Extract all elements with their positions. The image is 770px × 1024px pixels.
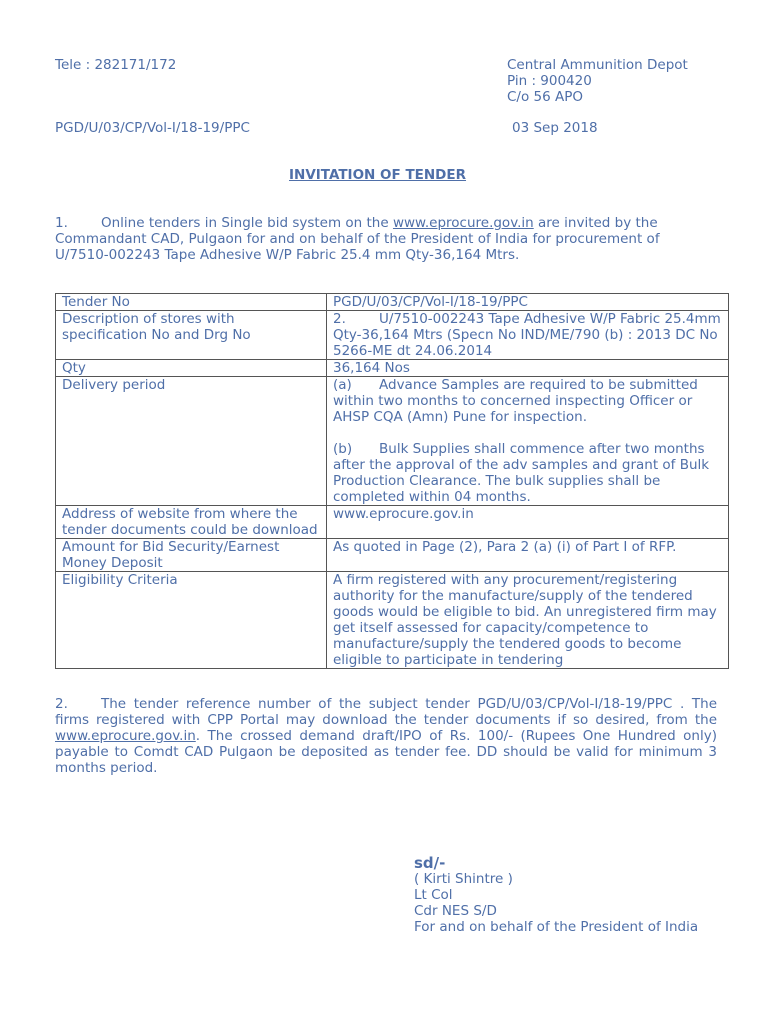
paragraph-2 — [55, 696, 717, 776]
signatory-designation: Cdr NES S/D — [414, 903, 497, 919]
signatory-rank: Lt Col — [414, 887, 453, 903]
row-label-qty: Qty — [56, 360, 327, 377]
delivery-item-a-text: Advance Samples are required to be submitted within two months to concerned inspecting Officer or AHSP CQA (Amn) Pune for inspection. — [333, 377, 698, 425]
row-label-eligibility: Eligibility Criteria — [56, 572, 327, 669]
signatory-on-behalf: For and on behalf of the President of India — [414, 919, 699, 935]
table-row — [56, 539, 729, 572]
paragraph-2-text-start: The tender reference number of the subject tender PGD/U/03/CP/Vol-I/18-19/PPC . The firms registered with CPP Portal may download the tender documents if so desired, from the — [55, 696, 717, 728]
spacer — [333, 425, 722, 441]
paragraph-1 — [55, 215, 717, 263]
telephone-number: Tele : 282171/172 — [55, 57, 177, 73]
row-value-eligibility: A firm registered with any procurement/registering authority for the manufacture/supply of the tendered goods would be eligible to bid. An unregistered firm may get itself assessed for capacity/competence to manufacture/supply the tendered goods to become eligible to participate in tendering — [327, 572, 729, 669]
letter-date: 03 Sep 2018 — [512, 120, 598, 136]
reference-number: PGD/U/03/CP/Vol-I/18-19/PPC — [55, 120, 250, 136]
eprocure-link[interactable]: www.eprocure.gov.in — [392, 215, 534, 231]
row-label-website: Address of website from where the tender documents could be download — [56, 506, 327, 539]
row-label-description: Description of stores with specification No and Drg No — [56, 311, 327, 360]
signature-block — [414, 855, 698, 935]
description-text: U/7510-002243 Tape Adhesive W/P Fabric 25.4mm Qty-36,164 Mtrs (Specn No IND/ME/790 (b) : 2013 DC No 5266-ME dt 24.06.2014 — [333, 311, 721, 359]
org-pin: Pin : 900420 — [507, 73, 592, 89]
row-value-bid-security: As quoted in Page (2), Para 2 (a) (i) of Part I of RFP. — [327, 539, 729, 572]
table-row — [56, 506, 729, 539]
paragraph-1-text-end: are invited by the Commandant CAD, Pulgaon for and on behalf of the President of India for procurement of U/7510-002243 Tape Adhesive W/P Fabric 25.4 mm Qty-36,164 Mtrs. — [55, 215, 660, 263]
paragraph-2-text-end: . The crossed demand draft/IPO of Rs. 100/- (Rupees One Hundred only) payable to Comdt CAD Pulgaon be deposited as tender fee. DD should be valid for minimum 3 months period. — [55, 728, 717, 776]
row-value-website: www.eprocure.gov.in — [327, 506, 729, 539]
row-label-tender-no: Tender No — [56, 294, 327, 311]
delivery-item-a-num: (a) — [333, 377, 352, 393]
signature-sd: sd/- — [414, 854, 446, 872]
paragraph-2-number: 2. — [55, 696, 68, 712]
row-value-delivery-period — [327, 377, 729, 506]
table-row — [56, 311, 729, 360]
row-value-tender-no: PGD/U/03/CP/Vol-I/18-19/PPC — [327, 294, 729, 311]
org-apo: C/o 56 APO — [507, 89, 583, 105]
delivery-item-b-num: (b) — [333, 441, 353, 457]
row-value-description — [327, 311, 729, 360]
eprocure-link-2[interactable]: www.eprocure.gov.in — [55, 728, 196, 744]
delivery-item-b — [333, 441, 722, 505]
table-row — [56, 360, 729, 377]
paragraph-1-text-start: Online tenders in Single bid system on the — [101, 215, 393, 231]
org-name: Central Ammunition Depot — [507, 57, 688, 73]
delivery-item-b-text: Bulk Supplies shall commence after two months after the approval of the adv samples and grant of Bulk Production Clearance. The bulk supplies shall be completed within 04 months. — [333, 441, 710, 505]
delivery-item-a — [333, 377, 722, 425]
row-label-delivery-period: Delivery period — [56, 377, 327, 506]
table-row — [56, 377, 729, 506]
table-row — [56, 572, 729, 669]
description-number: 2. — [333, 311, 346, 327]
table-row — [56, 294, 729, 311]
row-value-qty: 36,164 Nos — [327, 360, 729, 377]
row-label-bid-security: Amount for Bid Security/Earnest Money Deposit — [56, 539, 327, 572]
document-title: INVITATION OF TENDER — [289, 167, 467, 183]
paragraph-1-number: 1. — [55, 215, 68, 231]
tender-details-table — [55, 293, 729, 669]
signatory-name: ( Kirti Shintre ) — [414, 871, 513, 887]
